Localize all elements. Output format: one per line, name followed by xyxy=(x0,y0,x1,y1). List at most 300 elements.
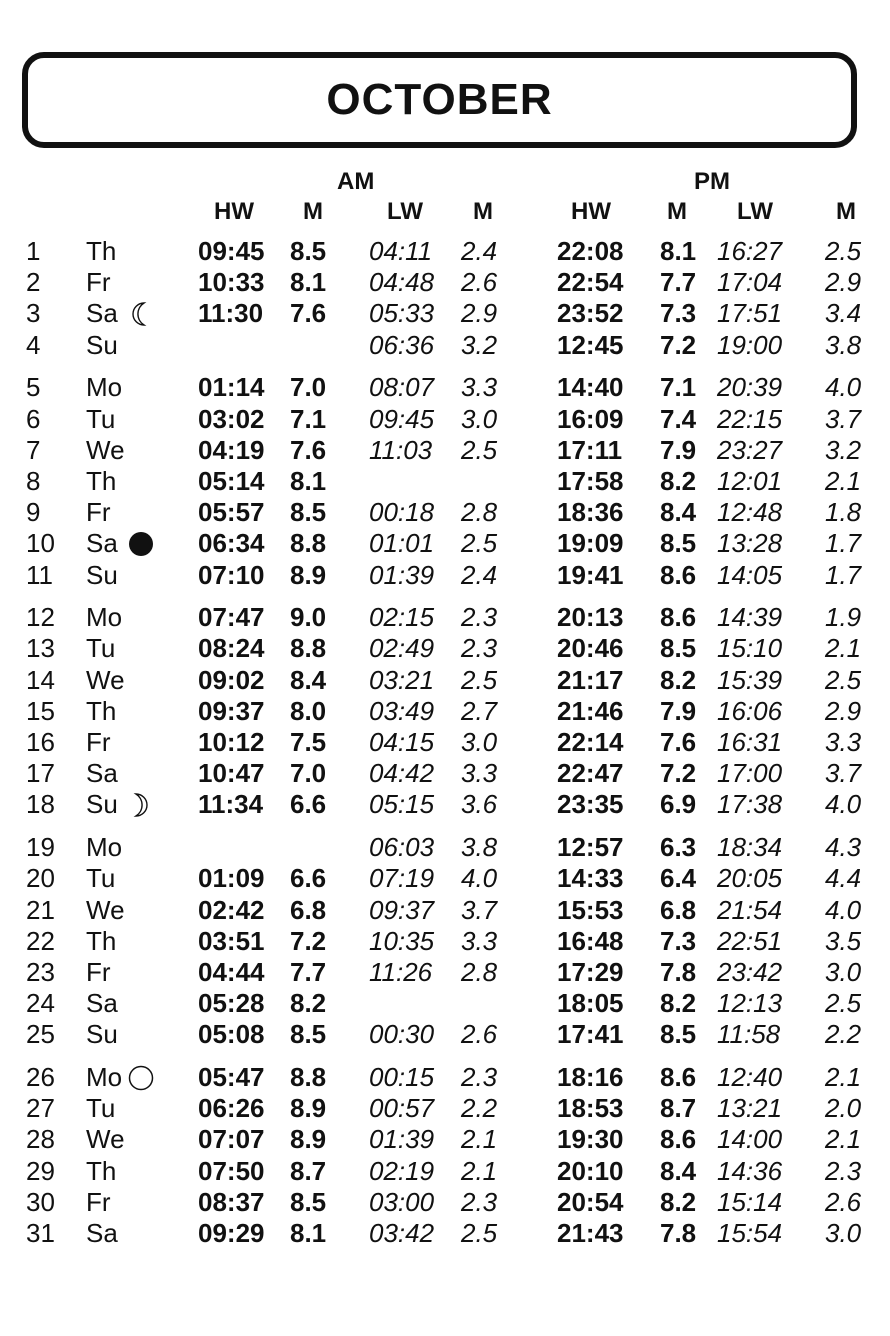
table-row xyxy=(0,404,890,435)
cell-am-lw-m: 2.6 xyxy=(461,1019,498,1050)
cell-pm-lw-m: 3.4 xyxy=(825,298,862,329)
cell-pm-lw: 22:15 xyxy=(717,403,783,434)
cell-am-hw: 05:57 xyxy=(198,497,265,528)
cell-day: 1 xyxy=(26,236,41,266)
cell-dow: Mo xyxy=(86,1062,123,1092)
cell-day: 26 xyxy=(26,1062,55,1092)
table-row xyxy=(0,330,890,361)
cell-am-lw-m: 2.2 xyxy=(461,1093,498,1124)
cell-pm-hw-m: 7.3 xyxy=(660,925,697,956)
cell-day: 17 xyxy=(26,758,55,789)
cell-am-hw: 08:24 xyxy=(198,633,265,664)
table-row xyxy=(0,372,890,403)
cell-am-lw: 06:36 xyxy=(369,329,435,360)
cell-pm-hw: 17:41 xyxy=(557,1019,624,1050)
cell-am-lw-m: 3.8 xyxy=(461,832,498,863)
cell-am-lw: 09:37 xyxy=(369,894,435,925)
table-row xyxy=(0,633,890,664)
cell-dow: Fr xyxy=(86,497,111,528)
cell-pm-lw: 14:05 xyxy=(717,559,783,590)
cell-am-lw: 02:15 xyxy=(369,602,435,633)
cell-pm-lw: 20:05 xyxy=(717,863,783,894)
cell-pm-hw: 22:47 xyxy=(557,758,624,789)
cell-am-lw-m: 2.5 xyxy=(461,528,498,559)
cell-dow: Tu xyxy=(86,1093,116,1124)
cell-am-lw-m: 3.6 xyxy=(461,789,498,820)
cell-pm-hw-m: 7.2 xyxy=(660,329,697,360)
cell-pm-lw: 13:21 xyxy=(717,1093,783,1124)
cell-pm-hw: 20:10 xyxy=(557,1155,624,1186)
cell-pm-lw-m: 3.8 xyxy=(825,329,862,360)
cell-am-lw-m: 2.6 xyxy=(461,267,498,298)
cell-am-hw: 11:30 xyxy=(198,298,264,329)
cell-am-hw-m: 9.0 xyxy=(290,602,327,633)
cell-day: 13 xyxy=(26,633,55,664)
table-row xyxy=(0,988,890,1019)
cell-am-hw: 04:44 xyxy=(198,956,265,987)
table-row xyxy=(0,560,890,591)
cell-pm-lw: 15:54 xyxy=(717,1218,783,1248)
cell-day: 9 xyxy=(26,497,41,528)
cell-pm-lw-m: 2.0 xyxy=(825,1093,862,1124)
cell-pm-lw: 19:00 xyxy=(717,329,783,360)
cell-pm-hw-m: 6.4 xyxy=(660,863,697,894)
cell-pm-hw-m: 7.9 xyxy=(660,695,697,726)
cell-pm-lw: 21:54 xyxy=(717,894,783,925)
cell-am-hw-m: 8.8 xyxy=(290,1062,327,1092)
cell-pm-lw-m: 2.9 xyxy=(825,695,862,726)
pm-lw-m-header: M xyxy=(836,198,856,225)
cell-pm-hw-m: 8.2 xyxy=(660,664,697,695)
cell-pm-lw-m: 2.1 xyxy=(825,465,862,496)
cell-am-hw-m: 6.6 xyxy=(290,863,327,894)
cell-pm-hw: 17:29 xyxy=(557,956,624,987)
cell-am-lw: 04:48 xyxy=(369,267,435,298)
cell-pm-hw-m: 8.6 xyxy=(660,1124,697,1155)
cell-pm-hw-m: 8.2 xyxy=(660,1186,697,1217)
cell-am-lw: 04:42 xyxy=(369,758,435,789)
table-row xyxy=(0,1093,890,1124)
cell-am-lw: 02:49 xyxy=(369,633,435,664)
table-row xyxy=(0,466,890,497)
cell-am-lw-m: 3.3 xyxy=(461,758,498,789)
cell-am-lw-m: 2.5 xyxy=(461,434,498,465)
cell-am-hw-m: 8.9 xyxy=(290,1093,327,1124)
table-row xyxy=(0,957,890,988)
cell-pm-lw-m: 1.7 xyxy=(825,559,862,590)
cell-dow: We xyxy=(86,894,125,925)
table-row xyxy=(0,528,890,559)
cell-dow: Su xyxy=(86,789,118,820)
cell-pm-lw-m: 3.7 xyxy=(825,403,862,434)
am-hw-m-header: M xyxy=(303,198,323,225)
cell-pm-hw-m: 6.9 xyxy=(660,789,697,820)
cell-dow: Mo xyxy=(86,832,123,863)
cell-am-hw-m: 8.1 xyxy=(290,465,327,496)
cell-day: 25 xyxy=(26,1019,55,1050)
cell-pm-hw-m: 6.8 xyxy=(660,894,697,925)
cell-day: 24 xyxy=(26,988,55,1019)
cell-dow: Fr xyxy=(86,1186,111,1217)
cell-dow: Sa xyxy=(86,988,118,1019)
cell-am-hw: 05:14 xyxy=(198,465,265,496)
cell-dow: Su xyxy=(86,1019,118,1050)
cell-pm-hw-m: 7.8 xyxy=(660,956,697,987)
cell-pm-lw: 16:27 xyxy=(717,236,783,266)
cell-am-hw: 03:51 xyxy=(198,925,265,956)
cell-day: 8 xyxy=(26,465,41,496)
cell-am-lw: 04:11 xyxy=(369,236,433,266)
cell-am-hw-m: 8.9 xyxy=(290,1124,327,1155)
cell-am-lw: 10:35 xyxy=(369,925,435,956)
cell-am-hw: 05:28 xyxy=(198,988,265,1019)
cell-dow: Sa xyxy=(86,1218,118,1248)
cell-pm-hw-m: 8.7 xyxy=(660,1093,697,1124)
cell-pm-hw: 19:30 xyxy=(557,1124,624,1155)
table-row xyxy=(0,602,890,633)
cell-am-hw-m: 7.2 xyxy=(290,925,327,956)
cell-pm-hw-m: 7.2 xyxy=(660,758,697,789)
cell-pm-lw-m: 3.7 xyxy=(825,758,862,789)
am-lw-header: LW xyxy=(387,198,423,225)
cell-dow: Fr xyxy=(86,956,111,987)
new-moon-icon xyxy=(128,531,154,557)
cell-pm-lw: 16:31 xyxy=(717,727,783,757)
cell-pm-hw: 15:53 xyxy=(557,894,624,925)
am-header: AM xyxy=(337,168,375,195)
cell-pm-hw: 21:17 xyxy=(557,664,624,695)
cell-pm-lw-m: 2.9 xyxy=(825,267,862,298)
cell-pm-hw: 19:41 xyxy=(557,559,624,590)
cell-pm-hw-m: 8.5 xyxy=(660,633,697,664)
cell-day: 12 xyxy=(26,602,55,633)
cell-pm-hw: 22:14 xyxy=(557,727,624,757)
cell-am-hw-m: 8.5 xyxy=(290,1019,327,1050)
cell-day: 14 xyxy=(26,664,55,695)
cell-pm-hw: 12:57 xyxy=(557,832,624,863)
cell-pm-lw-m: 2.5 xyxy=(825,664,862,695)
cell-day: 2 xyxy=(26,267,41,298)
cell-pm-lw-m: 4.0 xyxy=(825,372,862,403)
cell-dow: Su xyxy=(86,559,118,590)
cell-am-hw: 01:09 xyxy=(198,863,265,894)
cell-am-lw: 05:33 xyxy=(369,298,435,329)
pm-header: PM xyxy=(694,168,730,195)
cell-dow: Th xyxy=(86,236,117,266)
cell-am-lw-m: 2.5 xyxy=(461,1218,498,1248)
cell-am-hw-m: 7.1 xyxy=(290,403,327,434)
cell-pm-lw-m: 1.9 xyxy=(825,602,862,633)
cell-dow: Mo xyxy=(86,372,123,403)
cell-pm-lw: 14:36 xyxy=(717,1155,783,1186)
cell-pm-hw: 19:09 xyxy=(557,528,624,559)
cell-pm-lw: 23:42 xyxy=(717,956,783,987)
cell-am-hw-m: 8.5 xyxy=(290,1186,327,1217)
cell-pm-hw-m: 8.6 xyxy=(660,1062,697,1092)
cell-pm-hw: 20:13 xyxy=(557,602,624,633)
cell-am-hw-m: 8.8 xyxy=(290,633,327,664)
table-row xyxy=(0,435,890,466)
first-quarter-moon-icon xyxy=(128,792,154,818)
cell-am-lw-m: 2.8 xyxy=(461,956,498,987)
cell-pm-lw-m: 2.5 xyxy=(825,236,862,266)
cell-pm-lw: 17:38 xyxy=(717,789,783,820)
cell-day: 7 xyxy=(26,434,41,465)
cell-pm-lw: 15:39 xyxy=(717,664,783,695)
cell-dow: We xyxy=(86,664,125,695)
cell-am-lw-m: 2.7 xyxy=(461,695,498,726)
full-moon-icon xyxy=(128,1065,154,1091)
cell-pm-hw: 17:58 xyxy=(557,465,624,496)
cell-am-hw-m: 8.8 xyxy=(290,528,327,559)
cell-pm-hw: 22:54 xyxy=(557,267,624,298)
pm-lw-header: LW xyxy=(737,198,773,225)
cell-am-lw: 02:19 xyxy=(369,1155,435,1186)
cell-am-hw-m: 8.0 xyxy=(290,695,327,726)
cell-am-lw: 01:39 xyxy=(369,559,435,590)
cell-am-lw-m: 2.5 xyxy=(461,664,498,695)
cell-am-hw-m: 8.2 xyxy=(290,988,327,1019)
cell-day: 3 xyxy=(26,298,41,329)
cell-dow: Su xyxy=(86,329,118,360)
last-quarter-moon-icon xyxy=(128,301,154,327)
cell-am-hw: 11:34 xyxy=(198,789,264,820)
cell-day: 10 xyxy=(26,528,55,559)
cell-pm-hw-m: 8.1 xyxy=(660,236,697,266)
cell-dow: Mo xyxy=(86,602,123,633)
cell-am-hw: 09:29 xyxy=(198,1218,265,1248)
cell-am-hw-m: 8.1 xyxy=(290,267,327,298)
cell-am-hw: 05:47 xyxy=(198,1062,265,1092)
cell-am-hw-m: 7.0 xyxy=(290,372,327,403)
cell-pm-lw-m: 4.0 xyxy=(825,894,862,925)
am-lw-m-header: M xyxy=(473,198,493,225)
cell-dow: Fr xyxy=(86,267,111,298)
cell-pm-lw-m: 2.1 xyxy=(825,633,862,664)
am-hw-header: HW xyxy=(214,198,254,225)
cell-am-lw-m: 2.9 xyxy=(461,298,498,329)
cell-pm-hw: 21:43 xyxy=(557,1218,624,1248)
cell-pm-lw: 12:13 xyxy=(717,988,783,1019)
cell-dow: Th xyxy=(86,695,117,726)
cell-am-lw-m: 2.3 xyxy=(461,633,498,664)
cell-am-lw-m: 2.3 xyxy=(461,1186,498,1217)
cell-day: 6 xyxy=(26,403,41,434)
cell-am-hw: 10:33 xyxy=(198,267,265,298)
table-row xyxy=(0,832,890,863)
cell-pm-lw-m: 2.6 xyxy=(825,1186,862,1217)
table-row xyxy=(0,926,890,957)
cell-pm-hw-m: 8.5 xyxy=(660,1019,697,1050)
cell-am-hw: 05:08 xyxy=(198,1019,265,1050)
cell-am-lw: 01:01 xyxy=(369,528,435,559)
cell-pm-hw: 16:48 xyxy=(557,925,624,956)
table-row xyxy=(0,298,890,329)
cell-am-hw: 10:47 xyxy=(198,758,265,789)
cell-pm-lw-m: 4.3 xyxy=(825,832,862,863)
cell-pm-hw: 23:35 xyxy=(557,789,624,820)
cell-pm-lw: 17:04 xyxy=(717,267,783,298)
cell-pm-hw: 12:45 xyxy=(557,329,624,360)
table-row xyxy=(0,863,890,894)
cell-pm-hw-m: 7.4 xyxy=(660,403,697,434)
cell-pm-hw-m: 8.2 xyxy=(660,465,697,496)
cell-pm-hw: 16:09 xyxy=(557,403,624,434)
cell-am-hw-m: 7.0 xyxy=(290,758,327,789)
cell-dow: Th xyxy=(86,925,117,956)
cell-am-hw-m: 8.4 xyxy=(290,664,327,695)
cell-pm-lw-m: 3.5 xyxy=(825,925,862,956)
cell-pm-hw-m: 7.3 xyxy=(660,298,697,329)
cell-am-hw: 09:02 xyxy=(198,664,265,695)
cell-dow: Tu xyxy=(86,633,116,664)
cell-pm-lw-m: 2.1 xyxy=(825,1062,862,1092)
cell-am-lw: 03:00 xyxy=(369,1186,435,1217)
table-row xyxy=(0,665,890,696)
cell-day: 21 xyxy=(26,894,55,925)
cell-pm-lw: 17:51 xyxy=(717,298,783,329)
cell-pm-lw: 23:27 xyxy=(717,434,783,465)
cell-am-lw-m: 2.3 xyxy=(461,602,498,633)
cell-pm-hw: 20:54 xyxy=(557,1186,624,1217)
table-row xyxy=(0,1187,890,1218)
cell-pm-lw-m: 4.0 xyxy=(825,789,862,820)
cell-pm-lw-m: 2.3 xyxy=(825,1155,862,1186)
cell-pm-lw-m: 4.4 xyxy=(825,863,862,894)
month-title-box xyxy=(22,52,857,148)
cell-pm-lw-m: 3.0 xyxy=(825,1218,862,1248)
cell-pm-hw: 21:46 xyxy=(557,695,624,726)
table-row xyxy=(0,1156,890,1187)
cell-am-lw-m: 3.0 xyxy=(461,403,498,434)
cell-am-lw: 11:26 xyxy=(369,956,433,987)
cell-pm-hw-m: 7.1 xyxy=(660,372,697,403)
cell-pm-hw: 18:05 xyxy=(557,988,624,1019)
cell-day: 5 xyxy=(26,372,41,403)
cell-am-lw: 07:19 xyxy=(369,863,435,894)
cell-am-hw-m: 8.5 xyxy=(290,236,327,266)
cell-day: 11 xyxy=(26,559,53,590)
cell-pm-hw-m: 8.6 xyxy=(660,602,697,633)
cell-day: 23 xyxy=(26,956,55,987)
cell-dow: We xyxy=(86,1124,125,1155)
cell-pm-hw: 18:36 xyxy=(557,497,624,528)
table-row xyxy=(0,727,890,758)
month-title: OCTOBER xyxy=(326,75,553,124)
cell-am-lw-m: 3.7 xyxy=(461,894,498,925)
cell-am-lw: 03:21 xyxy=(369,664,435,695)
cell-pm-lw-m: 2.5 xyxy=(825,988,862,1019)
cell-pm-lw: 13:28 xyxy=(717,528,783,559)
cell-am-lw-m: 3.0 xyxy=(461,727,498,757)
cell-am-lw: 03:49 xyxy=(369,695,435,726)
cell-day: 15 xyxy=(26,695,55,726)
table-row xyxy=(0,696,890,727)
cell-dow: Tu xyxy=(86,863,116,894)
cell-am-lw-m: 4.0 xyxy=(461,863,498,894)
cell-day: 30 xyxy=(26,1186,55,1217)
cell-am-lw: 03:42 xyxy=(369,1218,435,1248)
cell-pm-lw-m: 2.1 xyxy=(825,1124,862,1155)
cell-pm-lw: 12:40 xyxy=(717,1062,783,1092)
cell-dow: Sa xyxy=(86,528,118,559)
cell-pm-lw: 18:34 xyxy=(717,832,783,863)
cell-day: 28 xyxy=(26,1124,55,1155)
cell-am-hw-m: 6.6 xyxy=(290,789,327,820)
cell-day: 20 xyxy=(26,863,55,894)
cell-pm-hw: 14:33 xyxy=(557,863,624,894)
cell-am-lw: 06:03 xyxy=(369,832,435,863)
cell-am-hw: 03:02 xyxy=(198,403,265,434)
cell-pm-hw-m: 7.8 xyxy=(660,1218,697,1248)
cell-am-lw-m: 2.8 xyxy=(461,497,498,528)
table-row xyxy=(0,789,890,820)
cell-pm-lw: 15:10 xyxy=(717,633,783,664)
cell-pm-hw-m: 8.4 xyxy=(660,497,697,528)
cell-am-lw-m: 3.2 xyxy=(461,329,498,360)
cell-am-lw: 04:15 xyxy=(369,727,435,757)
table-row xyxy=(0,1124,890,1155)
cell-day: 27 xyxy=(26,1093,55,1124)
cell-dow: Sa xyxy=(86,758,118,789)
cell-pm-lw: 14:39 xyxy=(717,602,783,633)
cell-am-hw-m: 6.8 xyxy=(290,894,327,925)
cell-am-hw: 07:47 xyxy=(198,602,265,633)
cell-pm-hw: 20:46 xyxy=(557,633,624,664)
cell-am-hw: 07:07 xyxy=(198,1124,265,1155)
cell-am-lw: 01:39 xyxy=(369,1124,435,1155)
cell-am-hw: 02:42 xyxy=(198,894,265,925)
cell-day: 31 xyxy=(26,1218,55,1248)
cell-pm-hw-m: 7.6 xyxy=(660,727,697,757)
cell-am-hw-m: 7.5 xyxy=(290,727,327,757)
cell-day: 18 xyxy=(26,789,55,820)
cell-pm-lw: 16:06 xyxy=(717,695,783,726)
cell-pm-lw-m: 1.7 xyxy=(825,528,862,559)
cell-am-hw: 09:45 xyxy=(198,236,265,266)
table-row xyxy=(0,1062,890,1093)
cell-am-lw: 00:15 xyxy=(369,1062,435,1092)
cell-pm-hw: 18:53 xyxy=(557,1093,624,1124)
cell-dow: We xyxy=(86,434,125,465)
cell-pm-hw: 18:16 xyxy=(557,1062,624,1092)
table-row xyxy=(0,1019,890,1050)
cell-day: 22 xyxy=(26,925,55,956)
cell-am-hw-m: 8.1 xyxy=(290,1218,327,1248)
cell-pm-hw-m: 8.4 xyxy=(660,1155,697,1186)
cell-am-hw: 01:14 xyxy=(198,372,265,403)
cell-pm-lw: 20:39 xyxy=(717,372,783,403)
cell-am-hw: 06:34 xyxy=(198,528,265,559)
cell-pm-hw-m: 8.6 xyxy=(660,559,697,590)
cell-am-lw: 00:30 xyxy=(369,1019,435,1050)
table-row xyxy=(0,267,890,298)
cell-am-lw-m: 3.3 xyxy=(461,925,498,956)
cell-day: 16 xyxy=(26,727,55,757)
cell-day: 29 xyxy=(26,1155,55,1186)
table-row xyxy=(0,1218,890,1249)
cell-pm-hw-m: 6.3 xyxy=(660,832,697,863)
table-row xyxy=(0,497,890,528)
cell-pm-hw-m: 8.2 xyxy=(660,988,697,1019)
cell-pm-lw: 12:01 xyxy=(717,465,783,496)
cell-am-hw: 09:37 xyxy=(198,695,265,726)
pm-hw-m-header: M xyxy=(667,198,687,225)
cell-pm-lw: 22:51 xyxy=(717,925,783,956)
cell-am-lw-m: 2.1 xyxy=(461,1124,498,1155)
cell-am-hw-m: 8.5 xyxy=(290,497,327,528)
cell-dow: Tu xyxy=(86,403,116,434)
